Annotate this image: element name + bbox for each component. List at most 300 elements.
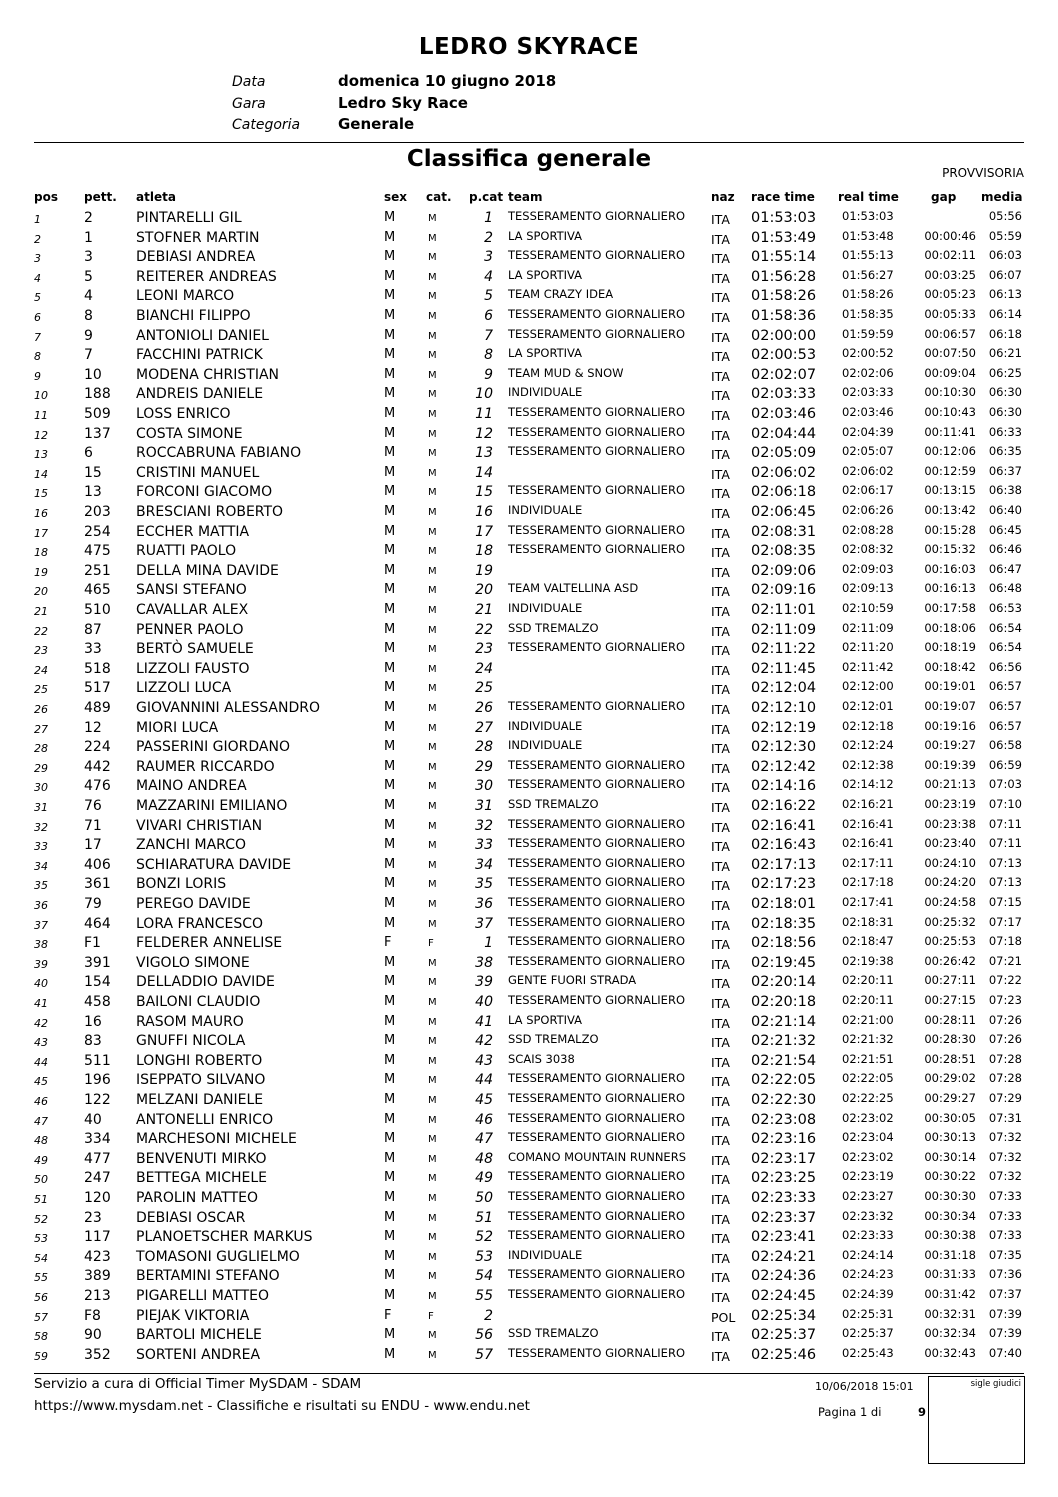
status-badge: PROVVISORIA [942, 166, 1024, 180]
team-cell: TESSERAMENTO GIORNALIERO [508, 307, 685, 321]
real-time-cell: 02:02:06 [842, 365, 894, 380]
gap-cell: 00:19:27 [924, 738, 976, 753]
sex-cell: M [384, 268, 396, 284]
pos-cell: 6 [34, 311, 41, 324]
real-time-cell: 01:58:26 [842, 287, 894, 302]
pcat-cell: 55 [475, 1288, 493, 1304]
bib-cell: 458 [84, 994, 111, 1010]
pcat-cell: 43 [475, 1052, 493, 1069]
gap-cell: 00:18:19 [924, 640, 976, 655]
media-cell: 07:18 [988, 934, 1022, 949]
cat-cell: M [428, 683, 437, 695]
cat-cell: F [428, 938, 434, 950]
media-cell: 07:26 [988, 1012, 1022, 1027]
sex-cell: M [384, 798, 396, 813]
real-time-cell: 01:56:27 [842, 267, 894, 282]
real-time-cell: 02:03:46 [842, 405, 894, 419]
pcat-cell: 30 [475, 778, 493, 795]
col-header-pos: pos [34, 190, 58, 204]
race-time-cell: 02:23:08 [751, 1111, 817, 1128]
sex-cell: M [384, 582, 396, 598]
athlete-cell: LEONI MARCO [136, 288, 235, 305]
media-cell: 07:11 [988, 816, 1022, 831]
cat-cell: M [428, 1055, 437, 1067]
cat-cell: M [428, 1271, 437, 1283]
table-row [0, 1033, 1058, 1053]
pos-cell: 56 [34, 1291, 48, 1304]
race-time-cell: 02:23:25 [751, 1170, 817, 1187]
gap-cell: 00:16:03 [924, 561, 976, 576]
athlete-cell: SCHIARATURA DAVIDE [136, 856, 292, 873]
table-row [0, 818, 1058, 838]
race-time-cell: 01:58:36 [751, 308, 817, 324]
cat-cell: M [428, 487, 437, 499]
pos-cell: 30 [34, 781, 48, 795]
sex-cell: M [384, 1190, 396, 1205]
sex-cell: F [384, 935, 392, 951]
gap-cell: 00:23:38 [924, 816, 976, 831]
pcat-cell: 38 [475, 954, 493, 971]
pos-cell: 5 [34, 291, 41, 305]
real-time-cell: 02:22:05 [842, 1071, 894, 1086]
pcat-cell: 16 [475, 504, 493, 520]
naz-cell: ITA [711, 1172, 730, 1188]
naz-cell: ITA [711, 486, 730, 502]
pos-cell: 33 [34, 840, 48, 854]
bib-cell: 352 [84, 1346, 111, 1363]
cat-cell: M [428, 448, 437, 460]
real-time-cell: 02:08:32 [842, 542, 894, 557]
real-time-cell: 02:21:51 [842, 1051, 894, 1066]
media-cell: 07:33 [988, 1189, 1022, 1203]
bib-cell: 23 [84, 1209, 102, 1226]
naz-cell: ITA [711, 780, 730, 796]
sex-cell: M [384, 1268, 396, 1284]
sex-cell: M [384, 1150, 396, 1166]
team-cell: TESSERAMENTO GIORNALIERO [508, 993, 685, 1007]
table-row [0, 994, 1058, 1014]
athlete-cell: LOSS ENRICO [136, 406, 231, 422]
athlete-cell: MELZANI DANIELE [136, 1092, 264, 1108]
naz-cell: ITA [711, 1054, 730, 1070]
pos-cell: 1 [34, 213, 41, 226]
real-time-cell: 02:17:11 [842, 855, 894, 870]
race-time-cell: 02:05:09 [751, 445, 817, 462]
cat-cell: M [428, 997, 437, 1008]
real-time-cell: 02:10:59 [842, 601, 894, 615]
team-cell: TESSERAMENTO GIORNALIERO [508, 1071, 685, 1086]
cat-cell: M [428, 703, 437, 714]
real-time-cell: 01:59:59 [842, 326, 894, 341]
sex-cell: M [384, 210, 396, 225]
race-time-cell: 01:53:03 [751, 210, 817, 226]
media-cell: 06:56 [988, 659, 1022, 674]
naz-cell: ITA [711, 1250, 730, 1266]
race-time-cell: 02:18:01 [751, 896, 817, 912]
naz-cell: ITA [711, 839, 730, 855]
real-time-cell: 02:21:00 [842, 1012, 894, 1027]
real-time-cell: 02:18:31 [842, 914, 894, 929]
bib-cell: 423 [84, 1248, 111, 1265]
cat-cell: M [428, 428, 437, 440]
footer-page-label: Pagina 1 di [818, 1405, 882, 1419]
naz-cell: ITA [711, 564, 730, 580]
athlete-cell: PINTARELLI GIL [136, 210, 242, 226]
gap-cell: 00:19:01 [924, 679, 976, 694]
pos-cell: 54 [34, 1251, 48, 1265]
team-cell: TESSERAMENTO GIORNALIERO [508, 1091, 685, 1105]
race-time-cell: 02:21:14 [751, 1013, 817, 1030]
sex-cell: M [384, 1072, 396, 1088]
athlete-cell: LONGHI ROBERTO [136, 1052, 263, 1069]
media-cell: 05:59 [988, 228, 1022, 243]
pos-cell: 36 [34, 899, 48, 912]
team-cell: TESSERAMENTO GIORNALIERO [508, 1345, 685, 1360]
cat-cell: M [428, 1212, 437, 1224]
gap-cell: 00:30:38 [924, 1228, 976, 1243]
naz-cell: ITA [711, 349, 730, 365]
sex-cell: M [384, 680, 396, 696]
bib-cell: 5 [84, 268, 93, 285]
gap-cell: 00:31:42 [924, 1287, 976, 1301]
sex-cell: M [384, 739, 396, 755]
media-cell: 07:28 [988, 1071, 1022, 1086]
athlete-cell: BONZI LORIS [136, 876, 227, 893]
pcat-cell: 35 [475, 876, 493, 893]
pos-cell: 25 [34, 683, 48, 697]
athlete-cell: LIZZOLI FAUSTO [136, 660, 250, 677]
race-time-cell: 02:18:56 [751, 935, 817, 952]
sex-cell: M [384, 837, 396, 853]
media-cell: 05:56 [988, 209, 1022, 223]
sex-cell: M [384, 817, 396, 833]
gap-cell: 00:15:28 [924, 522, 976, 537]
naz-cell: ITA [711, 1348, 730, 1364]
pos-cell: 51 [34, 1193, 48, 1206]
team-cell: SCAIS 3038 [508, 1051, 575, 1066]
athlete-cell: FACCHINI PATRICK [136, 347, 263, 364]
media-cell: 07:36 [988, 1267, 1022, 1282]
race-time-cell: 02:18:35 [751, 915, 817, 932]
athlete-cell: ISEPPATO SILVANO [136, 1072, 266, 1089]
sex-cell: M [384, 1346, 396, 1362]
naz-cell: ITA [711, 310, 730, 325]
col-header-real-time: real time [838, 190, 899, 204]
table-row [0, 857, 1058, 877]
athlete-cell: GIOVANNINI ALESSANDRO [136, 700, 320, 716]
real-time-cell: 02:22:25 [842, 1091, 894, 1105]
athlete-cell: ECCHER MATTIA [136, 523, 250, 540]
team-cell: TESSERAMENTO GIORNALIERO [508, 895, 685, 909]
race-time-cell: 02:11:22 [751, 641, 817, 658]
table-row [0, 1308, 1058, 1328]
sex-cell: M [384, 1131, 396, 1147]
judges-label: sigle giudici [970, 1379, 1021, 1389]
naz-cell: ITA [711, 662, 730, 678]
gap-cell: 00:30:14 [924, 1149, 976, 1164]
naz-cell: ITA [711, 643, 730, 659]
pos-cell: 7 [34, 330, 41, 344]
table-row [0, 1151, 1058, 1171]
bib-cell: 4 [84, 288, 93, 305]
team-cell: TEAM MUD & SNOW [508, 365, 624, 380]
pcat-cell: 26 [475, 700, 493, 716]
sex-cell: M [384, 445, 396, 461]
table-row [0, 916, 1058, 936]
pcat-cell: 39 [475, 974, 493, 991]
real-time-cell: 02:23:33 [842, 1228, 894, 1243]
meta-label-categoria: Categoria [232, 117, 301, 133]
sex-cell: M [384, 700, 396, 715]
bib-cell: 2 [84, 210, 93, 226]
naz-cell: ITA [711, 1290, 730, 1305]
pos-cell: 9 [34, 369, 41, 383]
table-row [0, 1190, 1058, 1210]
sex-cell: M [384, 719, 396, 735]
sex-cell: M [384, 876, 396, 892]
athlete-cell: PASSERINI GIORDANO [136, 739, 290, 756]
pos-cell: 41 [34, 997, 48, 1010]
real-time-cell: 02:11:42 [842, 659, 894, 674]
pos-cell: 26 [34, 703, 48, 716]
gap-cell: 00:31:33 [924, 1267, 976, 1282]
naz-cell: ITA [711, 996, 730, 1011]
sex-cell: M [384, 1209, 396, 1225]
cat-cell: M [428, 977, 437, 989]
naz-cell: ITA [711, 1270, 730, 1286]
race-time-cell: 01:56:28 [751, 268, 817, 285]
pcat-cell: 44 [475, 1072, 493, 1089]
athlete-cell: RUATTI PAOLO [136, 543, 237, 560]
athlete-cell: LIZZOLI LUCA [136, 680, 232, 697]
gap-cell: 00:16:13 [924, 581, 976, 596]
gap-cell: 00:10:30 [924, 385, 976, 400]
bib-cell: 334 [84, 1131, 111, 1148]
pcat-cell: 56 [475, 1327, 493, 1344]
team-cell: TESSERAMENTO GIORNALIERO [508, 1228, 685, 1243]
sex-cell: M [384, 778, 396, 794]
naz-cell: ITA [711, 878, 730, 894]
cat-cell: M [428, 840, 437, 852]
table-row [0, 1327, 1058, 1347]
sex-cell: M [384, 229, 396, 245]
naz-cell: ITA [711, 741, 730, 757]
gap-cell: 00:18:42 [924, 659, 976, 674]
bib-cell: 154 [84, 974, 111, 991]
team-cell: TESSERAMENTO GIORNALIERO [508, 405, 685, 419]
naz-cell: ITA [711, 388, 730, 404]
pcat-cell: 2 [484, 229, 493, 246]
media-cell: 06:57 [988, 699, 1022, 713]
meta-value-categoria: Generale [338, 115, 415, 133]
cat-cell: M [428, 1095, 437, 1106]
team-cell: TESSERAMENTO GIORNALIERO [508, 1287, 685, 1301]
bib-cell: F1 [84, 935, 101, 952]
athlete-cell: BERTÒ SAMUELE [136, 641, 254, 658]
real-time-cell: 02:12:00 [842, 679, 894, 694]
gap-cell: 00:28:51 [924, 1051, 976, 1066]
sex-cell: M [384, 641, 396, 657]
gap-cell: 00:26:42 [924, 953, 976, 968]
table-row [0, 661, 1058, 681]
pos-cell: 13 [34, 448, 48, 462]
real-time-cell: 02:21:32 [842, 1032, 894, 1047]
pos-cell: 19 [34, 565, 48, 579]
footer-datetime: 10/06/2018 15:01 [815, 1380, 914, 1393]
media-cell: 06:48 [988, 581, 1022, 596]
media-cell: 06:25 [988, 365, 1022, 380]
naz-cell: ITA [711, 1035, 730, 1051]
gap-cell: 00:13:15 [924, 483, 976, 498]
naz-cell: ITA [711, 1094, 730, 1109]
bib-cell: 117 [84, 1229, 111, 1246]
cat-cell: M [428, 565, 437, 577]
race-time-cell: 02:22:05 [751, 1072, 817, 1089]
naz-cell: ITA [711, 466, 730, 482]
team-cell: TESSERAMENTO GIORNALIERO [508, 542, 685, 557]
real-time-cell: 02:12:18 [842, 718, 894, 733]
media-cell: 06:30 [988, 385, 1022, 400]
cat-cell: M [428, 1114, 437, 1126]
media-cell: 07:39 [988, 1306, 1022, 1321]
athlete-cell: ANTONELLI ENRICO [136, 1111, 274, 1128]
gap-cell: 00:32:43 [924, 1345, 976, 1360]
real-time-cell: 02:09:13 [842, 581, 894, 596]
real-time-cell: 02:23:04 [842, 1130, 894, 1145]
real-time-cell: 02:24:23 [842, 1267, 894, 1282]
table-row [0, 602, 1058, 622]
athlete-cell: BENVENUTI MIRKO [136, 1150, 267, 1167]
table-row [0, 465, 1058, 485]
bib-cell: 9 [84, 327, 93, 344]
bib-cell: 518 [84, 660, 111, 677]
cat-cell: M [428, 271, 437, 283]
meta-label-data: Data [232, 74, 266, 90]
pos-cell: 23 [34, 644, 48, 658]
race-time-cell: 02:17:13 [751, 856, 817, 873]
race-time-cell: 02:09:06 [751, 562, 817, 579]
athlete-cell: PAROLIN MATTEO [136, 1190, 259, 1206]
media-cell: 07:11 [988, 836, 1022, 851]
pcat-cell: 53 [475, 1248, 493, 1265]
gap-cell: 00:09:04 [924, 365, 976, 380]
athlete-cell: DELLA MINA DAVIDE [136, 562, 279, 579]
bib-cell: 511 [84, 1052, 111, 1069]
sex-cell: M [384, 915, 396, 931]
gap-cell: 00:28:11 [924, 1012, 976, 1027]
race-time-cell: 02:08:35 [751, 543, 817, 560]
athlete-cell: SORTENI ANDREA [136, 1346, 261, 1363]
bib-cell: 476 [84, 778, 111, 795]
table-row [0, 269, 1058, 289]
meta-value-data: domenica 10 giugno 2018 [338, 72, 557, 90]
athlete-cell: REITERER ANDREAS [136, 268, 277, 285]
table-row [0, 328, 1058, 348]
naz-cell: ITA [711, 917, 730, 933]
bib-cell: 1 [84, 229, 93, 246]
pos-cell: 3 [34, 252, 41, 266]
gap-cell: 00:11:41 [924, 424, 976, 439]
col-header-pcat: p.cat [469, 190, 504, 204]
pcat-cell: 48 [475, 1150, 493, 1167]
media-cell: 07:23 [988, 993, 1022, 1007]
race-time-cell: 02:24:45 [751, 1288, 817, 1304]
real-time-cell: 02:24:14 [842, 1247, 894, 1262]
cat-cell: M [428, 742, 437, 754]
table-row [0, 641, 1058, 661]
race-time-cell: 02:02:07 [751, 366, 817, 383]
cat-cell: M [428, 663, 437, 675]
race-time-cell: 02:22:30 [751, 1092, 817, 1108]
sex-cell: M [384, 543, 396, 559]
athlete-cell: STOFNER MARTIN [136, 229, 260, 246]
cat-cell: M [428, 1036, 437, 1048]
cat-cell: M [428, 1134, 437, 1146]
bib-cell: 17 [84, 837, 102, 854]
real-time-cell: 01:53:48 [842, 228, 894, 243]
sex-cell: M [384, 1092, 396, 1107]
athlete-cell: ZANCHI MARCO [136, 837, 247, 854]
real-time-cell: 01:55:13 [842, 248, 894, 263]
table-row [0, 484, 1058, 504]
cat-cell: M [428, 1349, 437, 1361]
gap-cell: 00:31:18 [924, 1247, 976, 1262]
gap-cell: 00:25:53 [924, 934, 976, 949]
naz-cell: ITA [711, 937, 730, 953]
table-row [0, 1092, 1058, 1112]
bib-cell: 10 [84, 366, 102, 383]
athlete-cell: MAZZARINI EMILIANO [136, 798, 288, 814]
table-row [0, 249, 1058, 269]
real-time-cell: 02:06:17 [842, 483, 894, 498]
naz-cell: ITA [711, 623, 730, 639]
pcat-cell: 5 [484, 288, 493, 305]
team-cell: TESSERAMENTO GIORNALIERO [508, 326, 685, 341]
real-time-cell: 02:23:02 [842, 1110, 894, 1125]
col-header-media: media [981, 190, 1023, 204]
pos-cell: 4 [34, 271, 41, 285]
gap-cell: 00:23:19 [924, 797, 976, 811]
col-header-cat: cat. [426, 190, 452, 204]
real-time-cell: 02:25:43 [842, 1345, 894, 1360]
athlete-cell: RAUMER RICCARDO [136, 758, 275, 775]
pos-cell: 48 [34, 1134, 48, 1148]
media-cell: 07:33 [988, 1208, 1022, 1223]
gap-cell: 00:10:43 [924, 405, 976, 419]
race-time-cell: 02:09:16 [751, 582, 817, 599]
cat-cell: M [428, 252, 437, 264]
race-time-cell: 02:24:21 [751, 1248, 817, 1265]
pos-cell: 38 [34, 938, 48, 952]
real-time-cell: 02:12:38 [842, 757, 894, 772]
pcat-cell: 24 [475, 660, 493, 677]
pcat-cell: 31 [475, 798, 493, 814]
meta-value-gara: Ledro Sky Race [338, 94, 468, 112]
race-time-cell: 02:12:19 [751, 719, 817, 736]
real-time-cell: 02:12:01 [842, 699, 894, 713]
team-cell: TESSERAMENTO GIORNALIERO [508, 875, 685, 890]
table-row [0, 680, 1058, 700]
gap-cell: 00:15:32 [924, 542, 976, 557]
naz-cell: ITA [711, 1152, 730, 1168]
race-time-cell: 02:23:37 [751, 1209, 817, 1226]
race-time-cell: 02:00:53 [751, 347, 817, 364]
table-row [0, 1268, 1058, 1288]
athlete-cell: TOMASONI GUGLIELMO [136, 1248, 300, 1265]
table-row [0, 1249, 1058, 1269]
pos-cell: 55 [34, 1271, 48, 1285]
pos-cell: 22 [34, 624, 48, 638]
